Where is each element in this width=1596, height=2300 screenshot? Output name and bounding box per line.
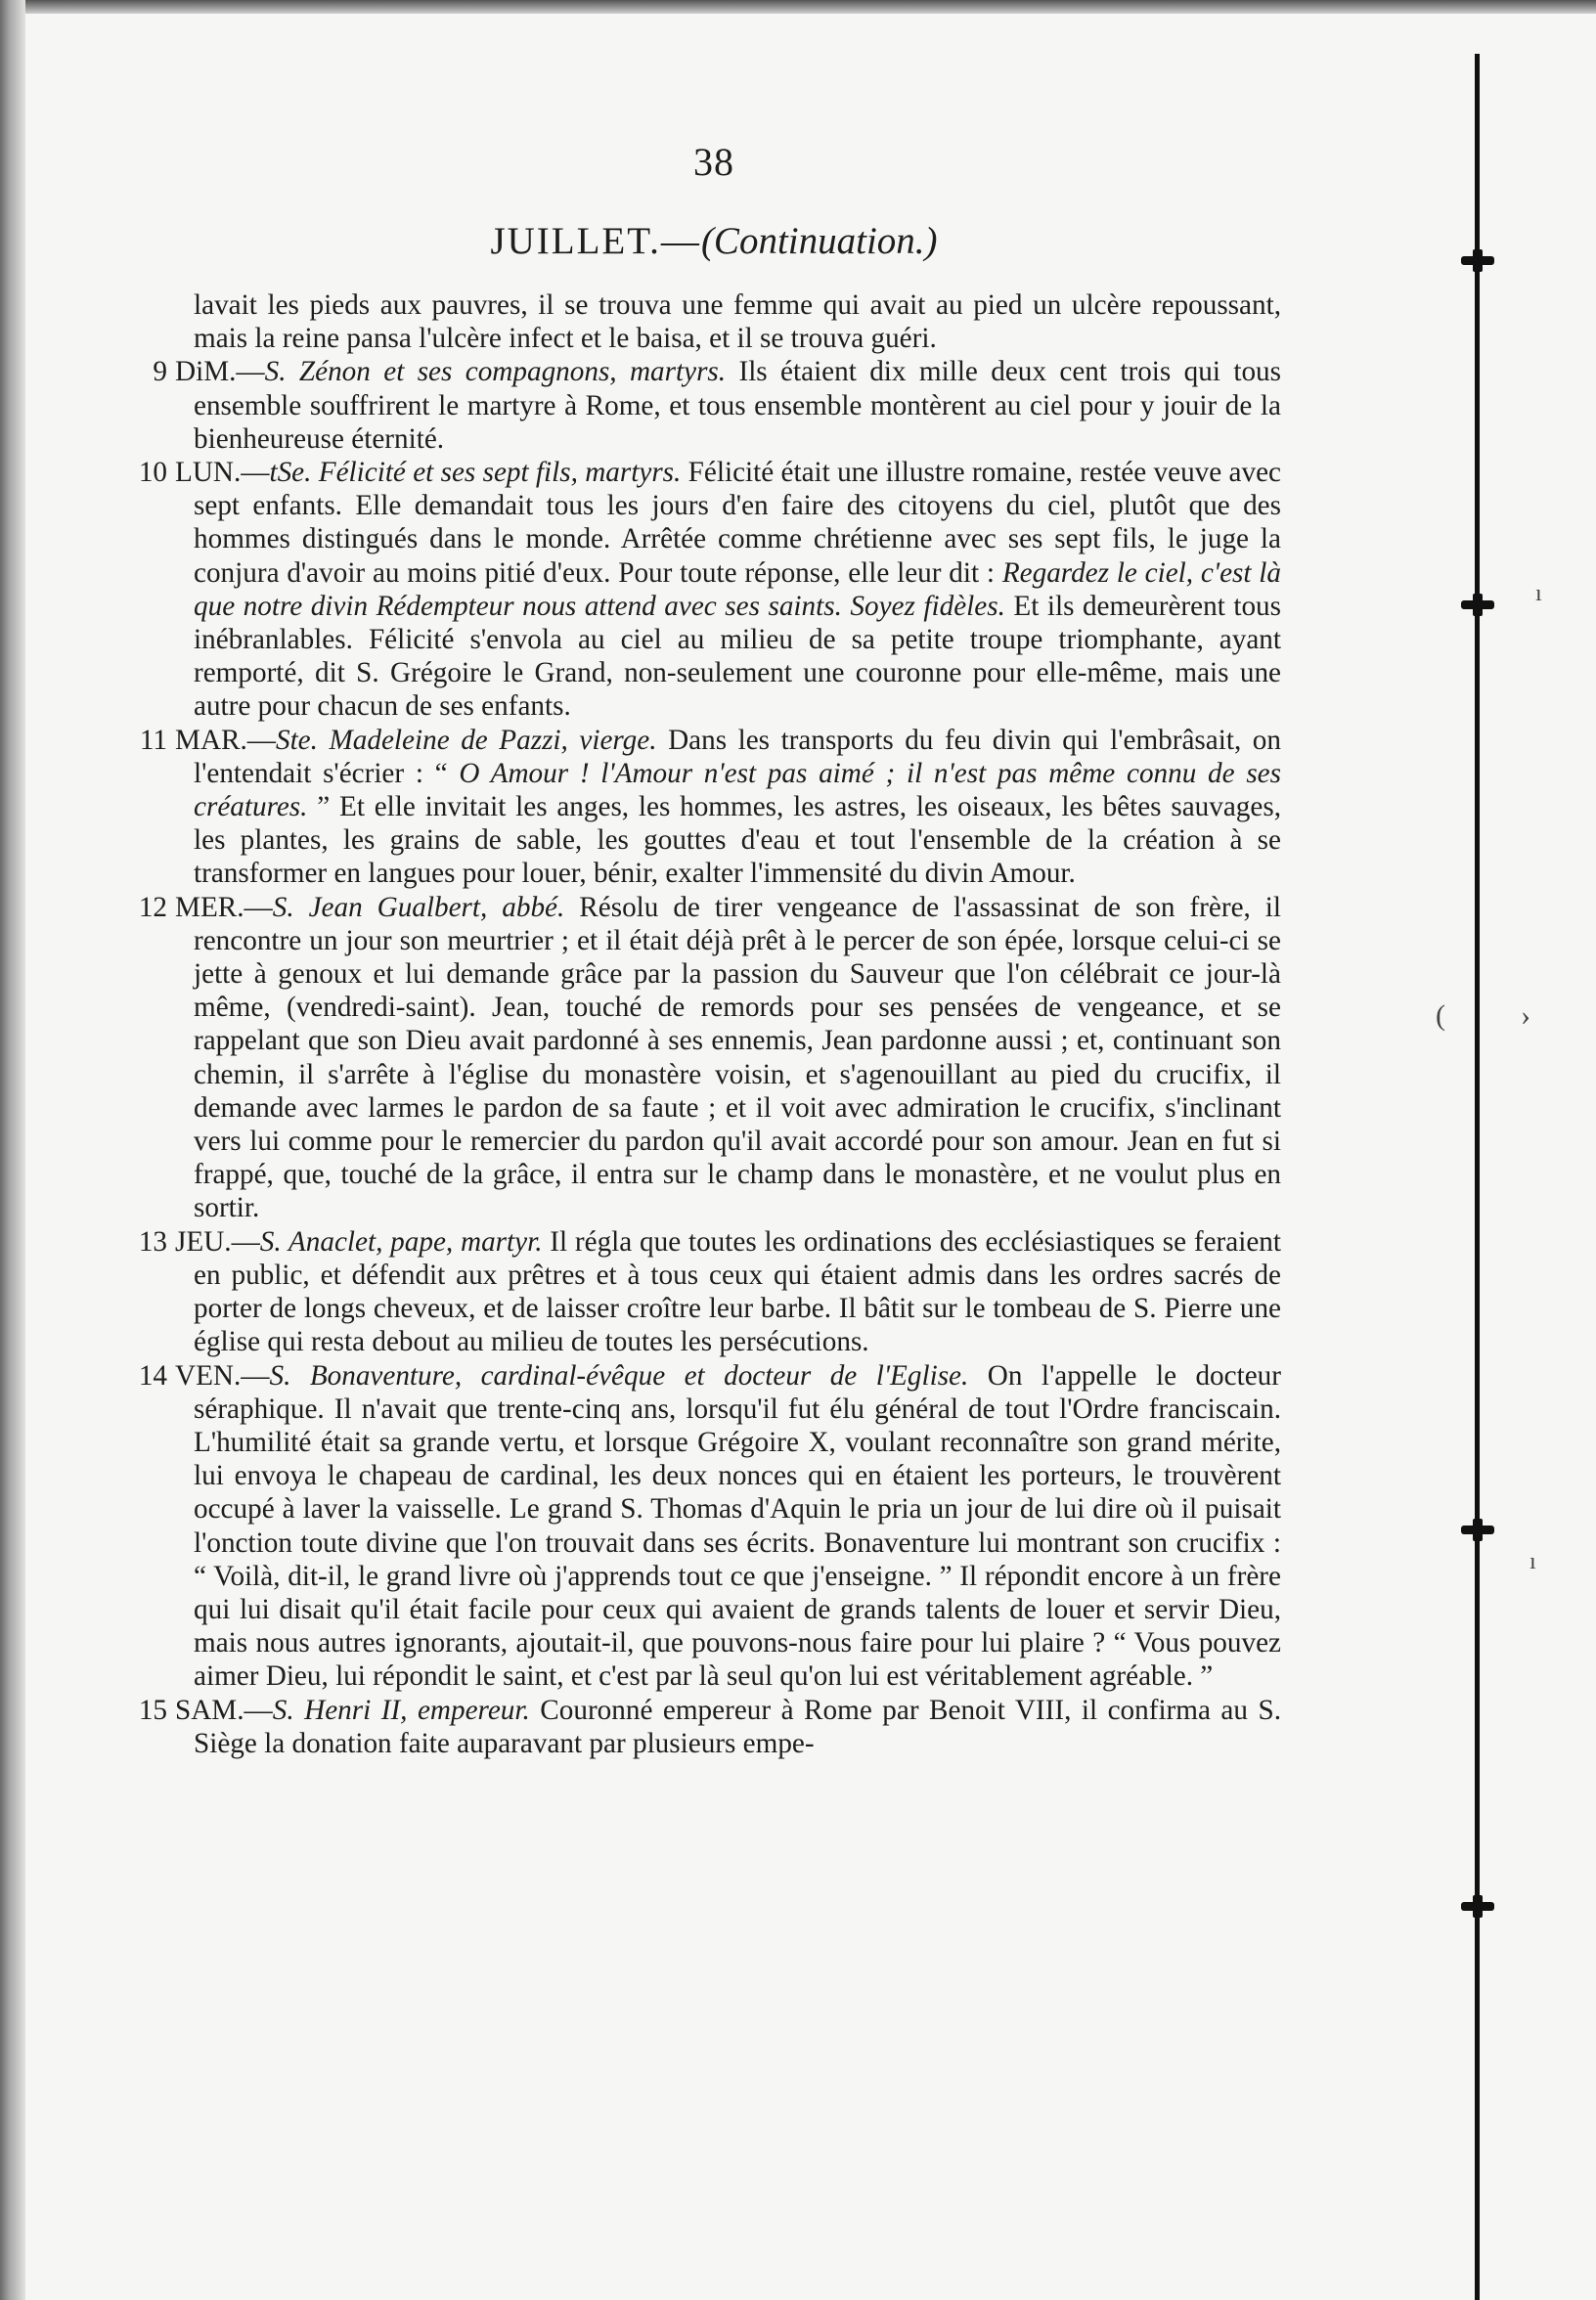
entry-14 [138, 1359, 1281, 1694]
page-number: 38 [693, 140, 734, 184]
entry-12 [138, 891, 1281, 1225]
day-name: MAR.— [175, 724, 276, 756]
entry-11 [139, 724, 1281, 891]
entry-text: Ils étaient dix mille deux cent trois qui tous ensemble souffrirent le martyre à Rome, et tous ensemble montèrent au ciel pour y jouir de la bienheureuse éternité. [194, 356, 1281, 455]
day-name: MER.— [175, 891, 273, 923]
binding-stitch [1461, 1902, 1494, 1911]
entry-text-after: ” Et elle invitait les anges, les hommes, les astres, les oiseaux, les bêtes sauvages, les plantes, les grains de sable, les gouttes d'eau et tout l'ensemble de la création à se transformer en langues pour louer, bénir, exalter l'immensité du divin Amour. [194, 791, 1281, 890]
day-number: 12 [138, 891, 167, 923]
day-name: SAM.— [175, 1694, 273, 1726]
binding-stitch [1461, 256, 1494, 265]
entry-15 [138, 1694, 1282, 1760]
day-number: 13 [138, 1225, 167, 1258]
running-head-continuation: (Continuation.) [700, 220, 938, 262]
running-head [0, 219, 1428, 263]
entry-quote: O Amour ! l'Amour n'est pas aimé ; il n'est pas même connu de ses créatures. [194, 757, 1281, 823]
saint-name: S. Henri II, empereur. [272, 1694, 530, 1726]
day-name: DiM.— [175, 356, 265, 388]
entry-text: On l'appelle le docteur séraphique. Il n'avait que trente-cinq ans, lorsqu'il fut élu général de tout l'Ordre franciscain. L'humilité était sa grande vertu, et lorsque Grégoire X, voulant reconnaître son grand mérite, lui envoya le chapeau de cardinal, les deux nonces qui en étaient les porteurs, le trouvèrent occupé à laver la vaisselle. Le grand S. Thomas d'Aquin le pria un jour de lui dire où il puisait l'onction toute divine que l'on trouvait dans ses écrits. Bonaventure lui montrant son crucifix : “ Voilà, dit-il, le grand livre où j'apprends tout ce que j'enseigne. ” Il répondit encore à un frère qui lui disait qu'il était facile pour ceux qui avaient de grands talents de louer et servir Dieu, mais nous autres ignorants, ajoutait-il, que pouvons-nous faire pour lui plaire ? “ Vous pouvez aimer Dieu, lui répondit le saint, et c'est par là seul qu'on lui est véritablement agréable. ” [194, 1359, 1281, 1693]
day-number: 15 [138, 1694, 167, 1726]
margin-mark: ı [1530, 1549, 1536, 1574]
day-number: 9 [153, 356, 167, 388]
entry-9 [153, 355, 1281, 456]
body-text [138, 288, 1282, 1760]
day-number: 14 [138, 1359, 167, 1392]
page-left-edge [0, 0, 25, 2300]
binding-line [1475, 54, 1480, 2300]
entry-text-after: Et ils demeurèrent tous inébranlables. Félicité s'envola au ciel au milieu de sa petite troupe triomphante, ayant remporté, dit S. Grégoire le Grand, non-seulement une couronne pour elle-même, mais une autre pour chacun de ses enfants. [194, 590, 1281, 723]
entry-13 [138, 1225, 1281, 1359]
saint-name: Ste. Madeleine de Pazzi, vierge. [275, 724, 657, 756]
binding-stitch [1461, 600, 1494, 609]
entry-text: Couronné empereur à Rome par Benoit VIII, il confirma au S. Siège la donation faite auparavant par plusieurs empe- [194, 1694, 1282, 1759]
day-name: LUN.— [175, 457, 270, 489]
entry-text: Résolu de tirer vengeance de l'assassinat de son frère, il rencontre un jour son meurtrier ; et il était déjà prêt à le percer de son épée, lorsque celui-ci se jette à genoux et lui demande grâce par la passion du Sauveur que l'on célébrait ce jour-là même, (vendredi-saint). Jean, touché de remords pour ses pensées de vengeance, et se rappelant que son Dieu avait pardonné à ses ennemis, Jean pardonne aussi ; et, continuant son chemin, il s'arrête à l'église du monastère voisin, et s'agenouillant au pied du crucifix, il demande avec larmes le pardon de sa faute ; et il voit avec admiration le crucifix, s'inclinant vers lui comme pour le remercier du pardon qu'il avait accordé pour son amour. Jean en fut si frappé, que, touché de la grâce, il entra sur le champ dans le monastère, et ne voulut plus en sortir. [194, 891, 1281, 1224]
saint-name: tSe. Félicité et ses sept fils, martyrs. [269, 457, 682, 489]
lead-paragraph: lavait les pieds aux pauvres, il se trouva une femme qui avait au pied un ulcère repoussant, mais la reine pansa l'ulcère infect et le baisa, et il se trouva guéri. [194, 289, 1281, 355]
day-name: JEU.— [175, 1225, 260, 1258]
day-number: 10 [138, 457, 167, 489]
saint-name: S. Anaclet, pape, martyr. [259, 1225, 543, 1258]
binding-stitch [1461, 1526, 1494, 1534]
entry-text: Félicité était une illustre romaine, restée veuve avec sept enfants. Elle demandait tous les jours d'en faire des citoyens du ciel, plutôt que des hommes distingués dans le monde. Arrêtée comme chrétienne avec ses sept fils, le juge la conjura d'avoir au moins pitié d'eux. Pour toute réponse, elle leur dit : [194, 457, 1282, 589]
margin-mark: ( [1436, 999, 1445, 1032]
margin-mark: › [1521, 999, 1530, 1032]
day-number: 11 [139, 724, 167, 756]
entry-10 [138, 456, 1282, 724]
saint-name: S. Jean Gualbert, abbé. [272, 891, 565, 923]
entry-quote: Regardez le ciel, c'est là que notre divin Rédempteur nous attend avec ses saints. Soyez fidèles. [194, 556, 1281, 622]
entry-text: Il régla que toutes les ordinations des ecclésiastiques se feraient en public, et défendit aux prêtres et à tous ceux qui étaient admis dans les ordres sacrés de porter de longs cheveux, et de laisser croître leur barbe. Il bâtit sur le tombeau de S. Pierre une église qui resta debout au milieu de toutes les persécutions. [194, 1225, 1281, 1358]
day-name: VEN.— [175, 1359, 270, 1392]
entry-text: Dans les transports du feu divin qui l'embrâsait, on l'entendait s'écrier : “ [194, 724, 1281, 789]
saint-name: S. Zénon et ses compagnons, martyrs. [264, 356, 727, 388]
page-top-edge [0, 0, 1596, 14]
saint-name: S. Bonaventure, cardinal-évêque et docteur de l'Eglise. [269, 1359, 969, 1392]
margin-mark: ı [1535, 581, 1542, 606]
running-head-month: JUILLET.— [490, 220, 701, 262]
